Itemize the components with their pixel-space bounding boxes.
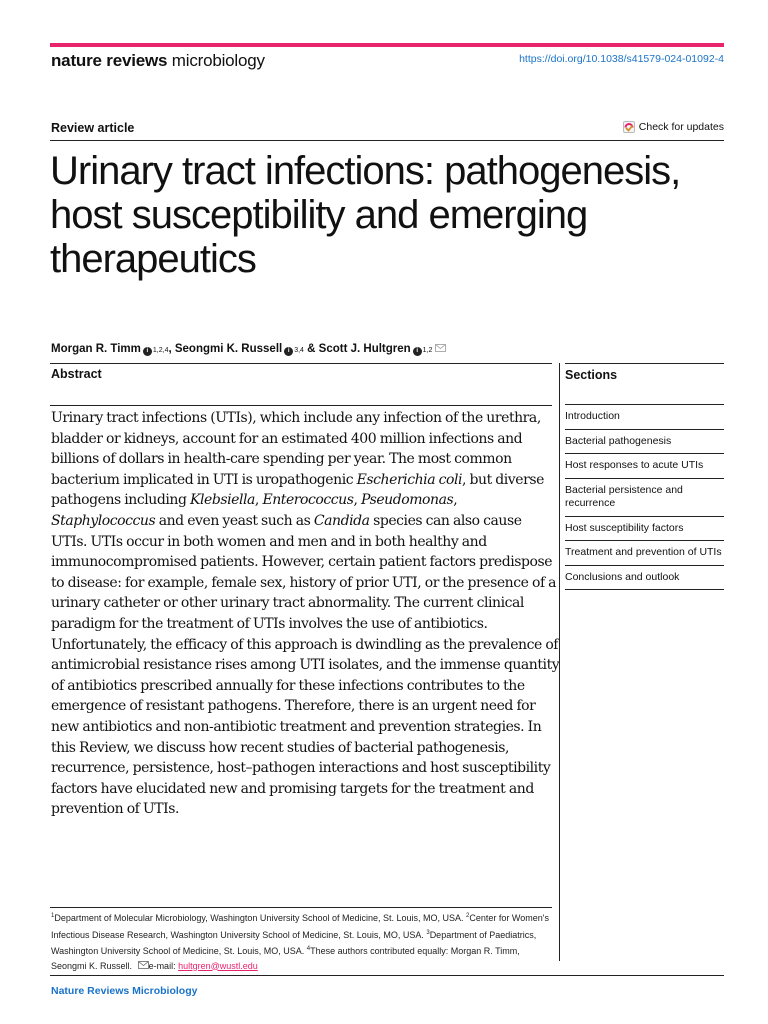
- section-link-introduction[interactable]: Introduction: [565, 404, 724, 429]
- abstract-segment: , but diverse pathogens including: [51, 471, 544, 509]
- author-separator: &: [303, 343, 319, 355]
- email-icon: [138, 961, 149, 969]
- footnote-marker: 4: [306, 946, 311, 952]
- abstract-italic: Candida: [313, 512, 370, 529]
- journal-brand[interactable]: [51, 51, 265, 71]
- email-label: e-mail:: [148, 960, 179, 971]
- author-name[interactable]: Scott J. Hultgren: [318, 343, 411, 355]
- author-list: [51, 343, 446, 356]
- author-separator: ,: [168, 343, 175, 355]
- article-title: Urinary tract infections: pathogenesis, host susceptibility and emerging therapeutics: [50, 149, 681, 281]
- abstract-segment: Urinary tract infections (UTIs), which include any infection of the urethra, bladder or kidneys, account for an estimated 400 million infections and billions of dollars in health-care spending per year. The most common bacterium implicated in UTI is uropathogenic: [51, 410, 541, 488]
- email-link[interactable]: hultgren@wustl.edu: [178, 960, 258, 971]
- affiliation-2: Center for Women's Infectious Disease Research, Washington University School of Medicine, St. Louis, MO, USA.: [51, 913, 549, 940]
- section-link-conclusions[interactable]: Conclusions and outlook: [565, 565, 724, 591]
- divider: [50, 363, 552, 364]
- orcid-icon[interactable]: i: [143, 347, 152, 356]
- divider: [565, 363, 724, 364]
- abstract-italic: Staphylococcus: [51, 512, 156, 529]
- divider: [50, 975, 724, 976]
- orcid-icon[interactable]: i: [413, 347, 422, 356]
- equal-contribution-note: These authors contributed equally: Morgan R. Timm, Seongmi K. Russell.: [51, 946, 520, 971]
- author-affiliation: 1,2: [422, 347, 433, 354]
- abstract-segment: and even yeast such as: [155, 512, 314, 529]
- affiliations-footnote: [51, 909, 551, 973]
- footer-journal-name: Nature Reviews Microbiology: [51, 985, 198, 997]
- abstract-segment: ,: [353, 492, 361, 509]
- divider: [50, 907, 552, 908]
- affiliation-3: Department of Paediatrics, Washington University School of Medicine, St. Louis, MO, USA.: [51, 929, 537, 956]
- author-name[interactable]: Morgan R. Timm: [51, 343, 141, 355]
- section-link-host-responses[interactable]: Host responses to acute UTIs: [565, 453, 724, 478]
- author-name[interactable]: Seongmi K. Russell: [174, 343, 283, 355]
- column-divider: [559, 363, 560, 961]
- section-link-persistence-recurrence[interactable]: Bacterial persistence and recurrence: [565, 478, 724, 516]
- footnote-marker: 3: [426, 929, 430, 936]
- article-type: Review article: [51, 121, 135, 135]
- check-for-updates-button[interactable]: [623, 121, 724, 133]
- footnote-marker: 2: [466, 913, 470, 919]
- author-affiliation: 1,2,4: [152, 347, 169, 354]
- divider: [50, 140, 724, 141]
- abstract-segment: ,: [453, 492, 458, 509]
- affiliation-1: Department of Molecular Microbiology, Washington University School of Medicine, St. Louis, MO, USA.: [54, 913, 464, 923]
- abstract-segment: ,: [254, 492, 263, 509]
- orcid-icon[interactable]: i: [284, 347, 293, 356]
- correspondence-mail-icon[interactable]: [435, 344, 446, 352]
- section-link-treatment-prevention[interactable]: Treatment and prevention of UTIs: [565, 540, 724, 565]
- abstract-italic: Escherichia coli: [356, 471, 463, 488]
- sections-heading: Sections: [565, 368, 618, 382]
- check-updates-label: Check for updates: [638, 121, 724, 133]
- abstract-italic: Pseudomonas: [360, 492, 454, 509]
- abstract-segment: species can also cause UTIs. UTIs occur in both women and men and in both healthy and immunocompromised patients. However, certain patient factors predispose to disease: for example, female sex, history of prior UTI, or the presence of a urinary catheter or other urinary tract abnormality. The current clinical paradigm for the treatment of UTIs involves the use of antibiotics. Unfortunately, the efficacy of this approach is dwindling as the prevalence of antimicrobial resistance rises among UTI isolates, and the immense quantity of antibiotics prescribed annually for these infections contributes to the emergence of resistant pathogens. Therefore, there is an urgent need for new antibiotics and non-antibiotic treatment and prevention strategies. In this Review, we discuss how recent studies of bacterial pathogenesis, recurrence, persistence, host–pathogen interactions and host susceptibility factors have elucidated new and promising targets for the treatment and prevention of UTIs.: [51, 512, 560, 818]
- abstract-text: [51, 408, 561, 820]
- abstract-heading: Abstract: [51, 367, 102, 381]
- abstract-italic: Klebsiella: [189, 492, 255, 509]
- section-link-host-susceptibility[interactable]: Host susceptibility factors: [565, 516, 724, 541]
- author-affiliation: 3,4: [294, 347, 304, 354]
- brand-bold: nature reviews: [51, 51, 168, 70]
- brand-light: microbiology: [171, 51, 265, 70]
- section-link-bacterial-pathogenesis[interactable]: Bacterial pathogenesis: [565, 429, 724, 454]
- check-updates-icon: [623, 121, 635, 133]
- footnote-marker: 1: [51, 913, 55, 919]
- divider: [50, 405, 552, 406]
- sections-list: [565, 404, 724, 590]
- doi-link[interactable]: https://doi.org/10.1038/s41579-024-01092-4: [519, 53, 724, 65]
- accent-bar: [50, 43, 724, 47]
- abstract-italic: Enterococcus: [262, 492, 354, 509]
